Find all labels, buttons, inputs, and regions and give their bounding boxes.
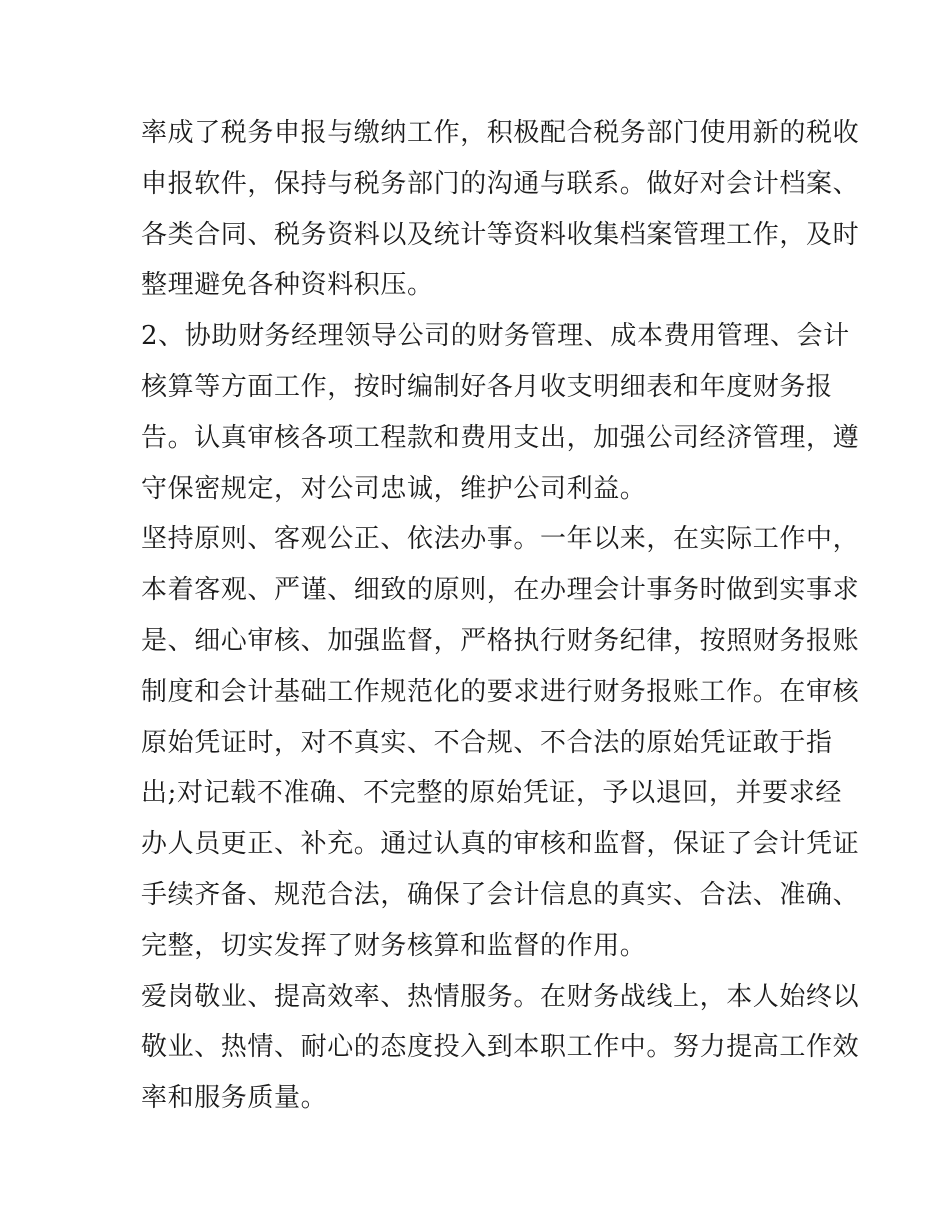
text-line: 爱岗敬业、提高效率、热情服务。在财务战线上，本人始终以 (141, 981, 860, 1012)
text-line: 手续齐备、规范合法，确保了会计信息的真实、合法、准确、 (141, 879, 860, 910)
text-line: 是、细心审核、加强监督，严格执行财务纪律，按照财务报账 (141, 625, 860, 656)
text-line: 核算等方面工作，按时编制好各月收支明细表和年度财务报 (141, 371, 833, 402)
text-line: 整理避免各种资料积压。 (141, 270, 434, 301)
text-line: 率和服务质量。 (141, 1083, 328, 1114)
text-line: 原始凭证时，对不真实、不合规、不合法的原始凭证敢于指 (141, 727, 833, 758)
text-line: 出;对记载不准确、不完整的原始凭证，予以退回，并要求经 (141, 778, 842, 809)
text-line: 完整，切实发挥了财务核算和监督的作用。 (141, 930, 647, 961)
text-line: 本着客观、严谨、细致的原则，在办理会计事务时做到实事求 (141, 575, 860, 606)
text-line: 各类合同、税务资料以及统计等资料收集档案管理工作，及时 (141, 219, 860, 250)
text-line: 敬业、热情、耐心的态度投入到本职工作中。努力提高工作效 (141, 1032, 860, 1063)
text-line: 申报软件，保持与税务部门的沟通与联系。做好对会计档案、 (141, 168, 860, 199)
text-line: 办人员更正、补充。通过认真的审核和监督，保证了会计凭证 (141, 829, 860, 860)
text-line: 制度和会计基础工作规范化的要求进行财务报账工作。在审核 (141, 676, 860, 707)
text-line: 告。认真审核各项工程款和费用支出，加强公司经济管理，遵 (141, 422, 860, 453)
body-text (141, 108, 860, 1124)
text-line: 率成了税务申报与缴纳工作，积极配合税务部门使用新的税收 (141, 118, 860, 148)
text-line: 守保密规定，对公司忠诚，维护公司利益。 (141, 473, 647, 504)
text-line: 坚持原则、客观公正、依法办事。一年以来，在实际工作中， (141, 524, 860, 555)
text-line: 2、协助财务经理领导公司的财务管理、成本费用管理、会计 (141, 321, 850, 352)
